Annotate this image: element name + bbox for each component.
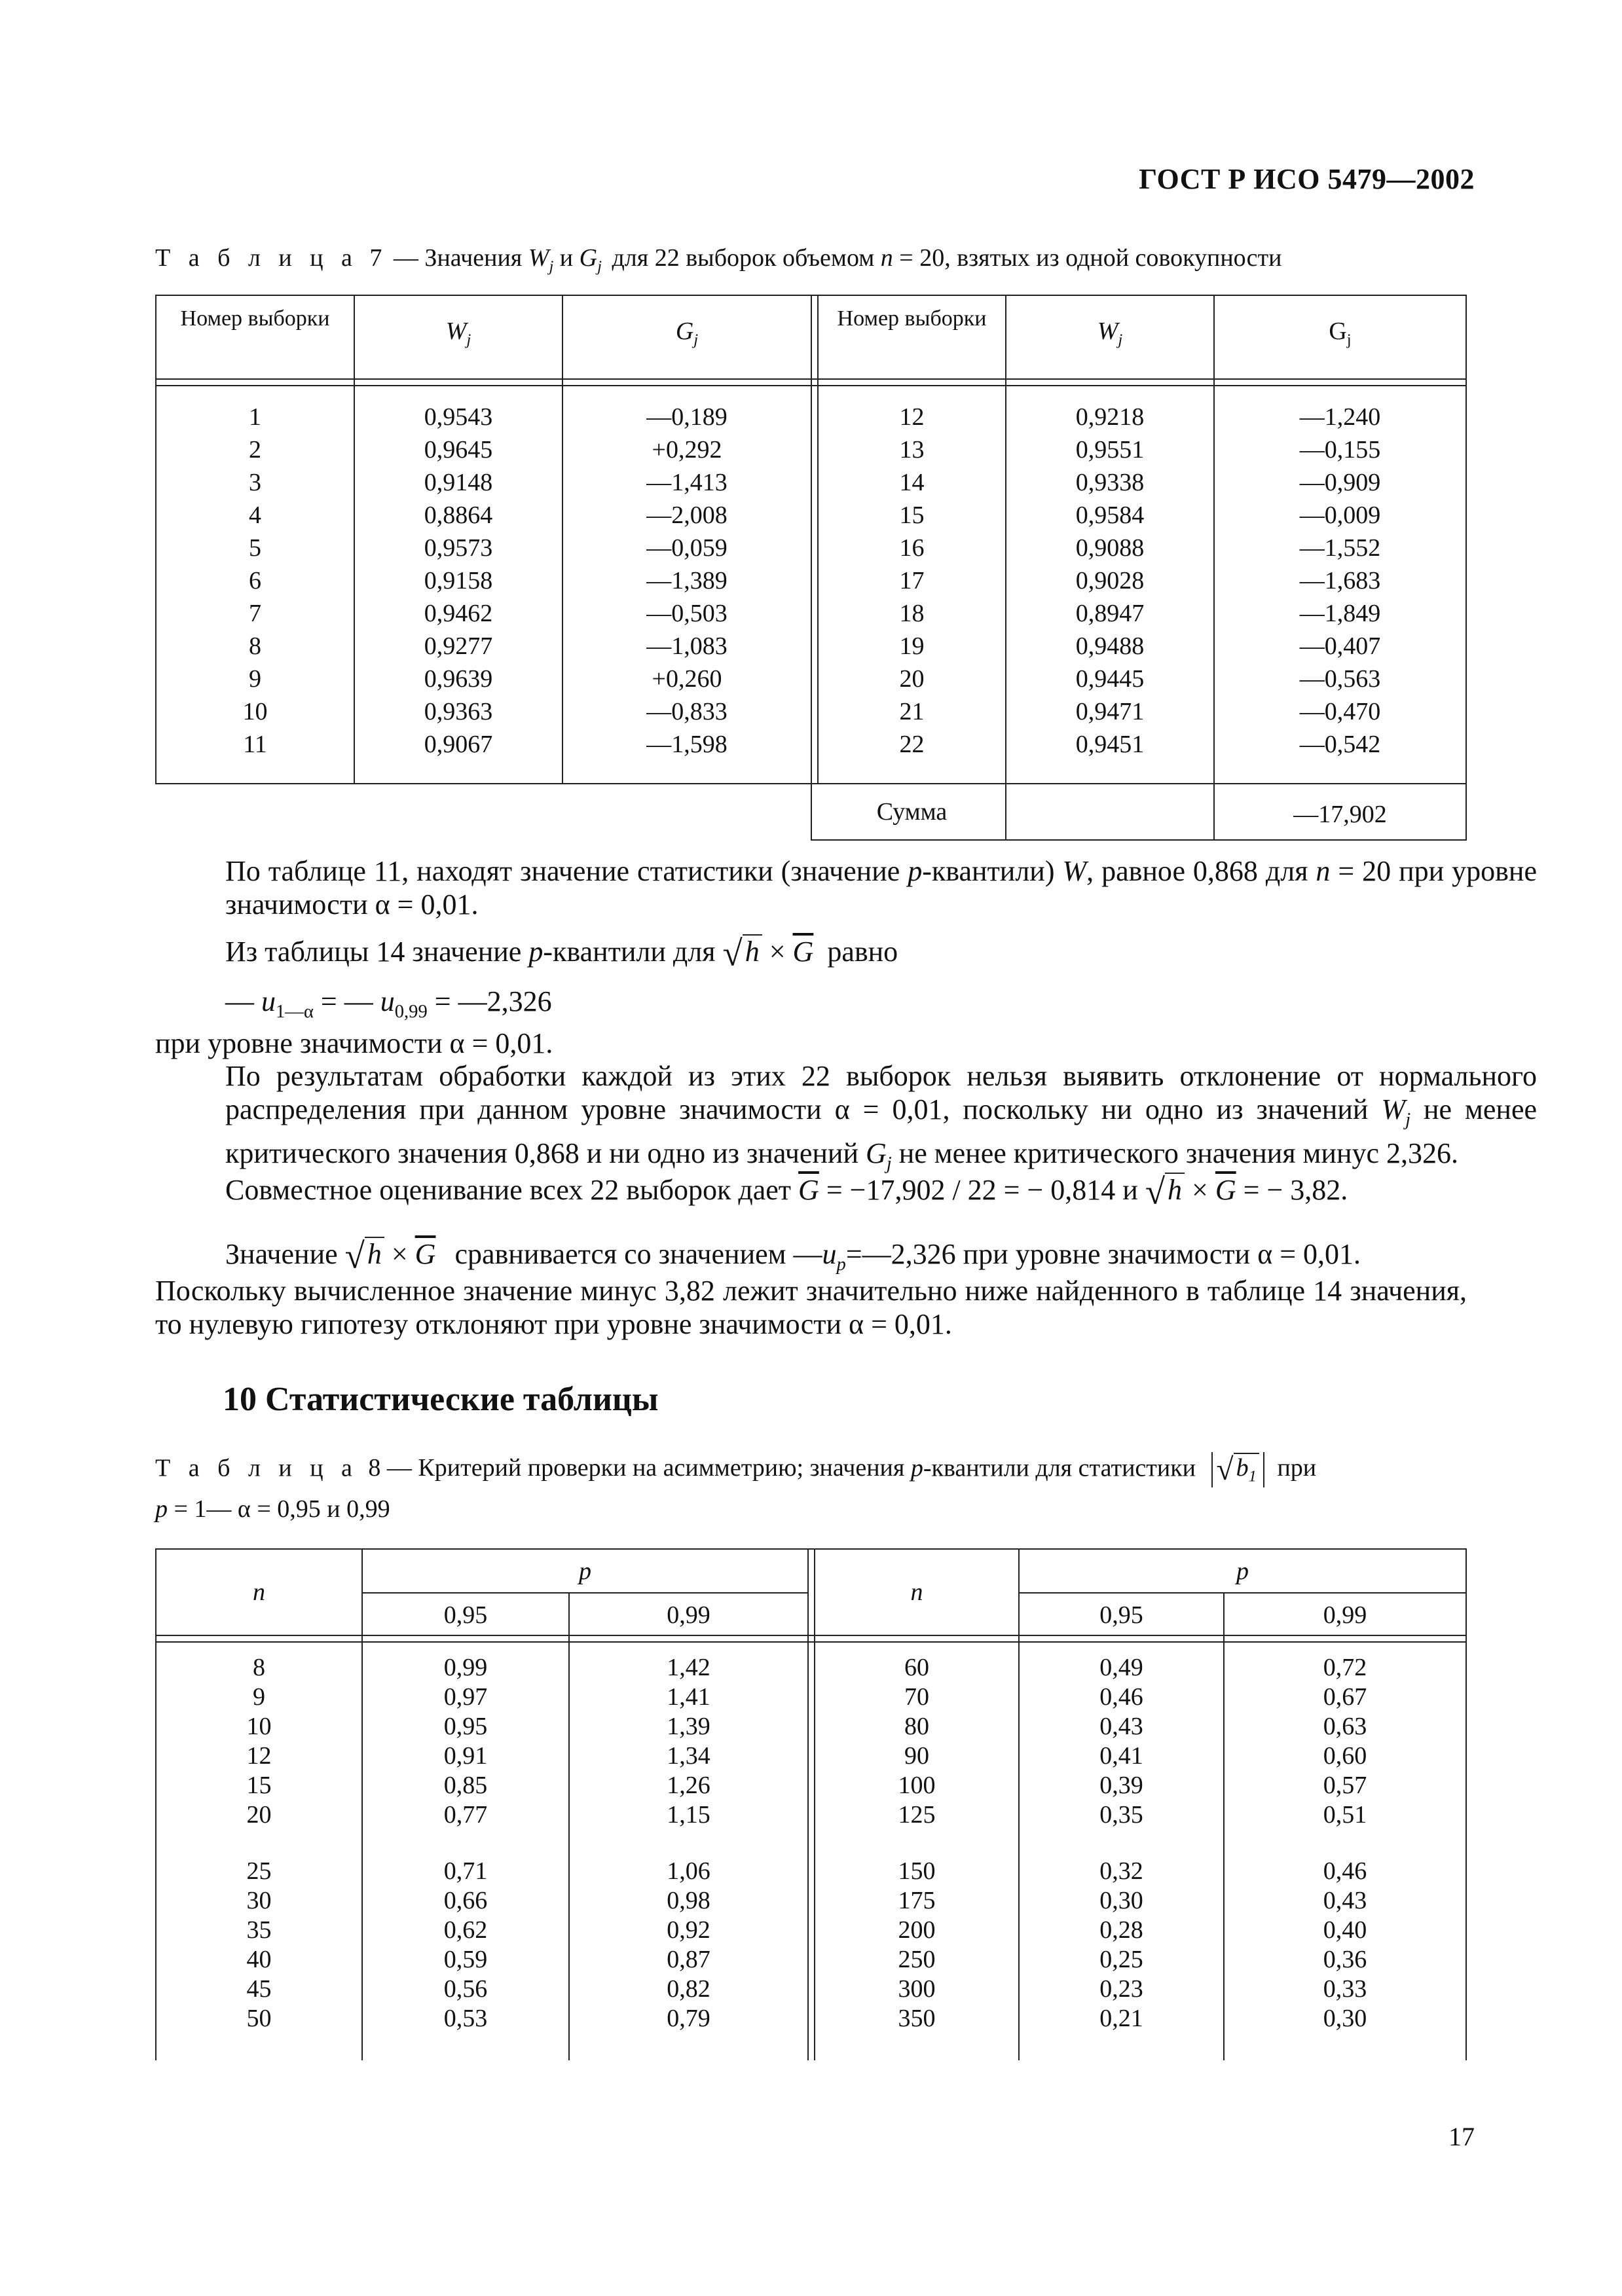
table7-header-g: $G_j$ (675, 318, 699, 349)
table7-header-w-2: $W_j$ (1097, 318, 1123, 349)
paragraph-6: Совместное оценивание всех 22 выборок дает $\overline{G} = -17,902 / 22$ = − 0,814 и $√h \times \overline{G}$ = − 3,82. (225, 1171, 1348, 1212)
table7-col-sample-right: 12 13 14 15 16 17 18 19 20 21 22 (899, 403, 925, 758)
table7-col-g-right: —1,240 —0,155 —0,909 —0,009 —1,552 —1,683 —1,849 —0,407 —0,563 —0,470 —0,542 (1299, 403, 1381, 758)
sqrt-h-g-expression-3: √h (345, 1237, 384, 1273)
paragraph-7: Значение $√h \times \overline{G}$ сравнивается со значением $—u_p=—2,326$ при уровне значимости α = 0,01. (225, 1235, 1361, 1276)
table8-caption-line2: p = 1— α = 0,95 и 0,99 (155, 1495, 390, 1523)
paragraph-2: Из таблицы 14 значение p-квантили для $√h \times \overline{G}$ равно (225, 933, 898, 974)
sqrt-h-g-expression-2: √h (1145, 1173, 1185, 1209)
table8-col-099-left-1: 1,42 1,41 1,39 1,34 1,26 1,15 (667, 1654, 710, 1829)
table8-col-n-left-1: 8 9 10 12 15 20 (246, 1654, 272, 1829)
paragraph-7-continuation: Поскольку вычисленное значение минус 3,82 лежит значительно ниже найденного в таблице 14 значения, то нулевую гипотезу отклоняют при уровне значимости α = 0,01. (155, 1275, 1467, 1340)
formula-u-quantile: — $u_{1—\alpha}$ = — $u_{0,99}$ = —2,326 (225, 985, 552, 1022)
table7-header-g-2: $G_j$ (1329, 318, 1352, 349)
table7-header-w: $W_j$ (445, 318, 471, 349)
table8-header-n: n (253, 1578, 265, 1606)
paragraph-1: По таблице 11, находят значение статистики (значение p-квантили) W, равное 0,868 для n = 20 при уровне значимости α = 0,01. (225, 855, 1537, 920)
table8-header-095: 0,95 (443, 1601, 488, 1629)
table7-header-sample-no-2: Номер выборки (837, 306, 987, 331)
table7-header-sample-no: Номер выборки (180, 306, 330, 331)
table8-col-099-right-2: 0,46 0,43 0,40 0,36 0,33 0,30 (1323, 1857, 1367, 2032)
table8-col-n-right-1: 60 70 80 90 100 125 (898, 1654, 936, 1829)
table7-sum-value: —17,902 (1293, 801, 1387, 828)
sqrt-h-g-expression: √h (723, 935, 762, 970)
table8-header-099: 0,99 (667, 1601, 710, 1629)
table8-col-095-left-2: 0,71 0,66 0,62 0,59 0,56 0,53 (443, 1857, 488, 2032)
table7-col-g-left: —0,189 +0,292 —1,413 —2,008 —0,059 —1,389 —0,503 —1,083 +0,260 —0,833 —1,598 (646, 403, 728, 758)
table8-header-p-2: p (1236, 1558, 1249, 1585)
table7-sum-label: Сумма (876, 798, 948, 826)
table8-col-095-right-1: 0,49 0,46 0,43 0,41 0,39 0,35 (1099, 1654, 1143, 1829)
table8-col-n-left-2: 25 30 35 40 45 50 (246, 1857, 272, 2032)
table8-col-099-left-2: 1,06 0,98 0,92 0,87 0,82 0,79 (667, 1857, 710, 2032)
table8-header-n-2: n (910, 1578, 923, 1606)
table7-col-w-left: 0,9543 0,9645 0,9148 0,8864 0,9573 0,9158 0,9462 0,9277 0,9639 0,9363 0,9067 (424, 403, 493, 758)
table7-caption: Т а б л и ц а 7 — Значения $W_j$ и $G_j$ для 22 выборок объемом n = 20, взятых из одной совокупности (155, 244, 1282, 276)
table8-header-099-2: 0,99 (1323, 1601, 1367, 1629)
paragraph-4: при уровне значимости α = 0,01. (155, 1027, 553, 1059)
abs-sqrt-b1: √ $b_1$ (1211, 1452, 1264, 1487)
table8-col-095-left-1: 0,99 0,97 0,95 0,91 0,85 0,77 (443, 1654, 488, 1829)
table8-col-099-right-1: 0,72 0,67 0,63 0,60 0,57 0,51 (1323, 1654, 1367, 1829)
paragraph-5: По результатам обработки каждой из этих 22 выборок нельзя выявить отклонение от нормального распределения при данном уровне значимости α = 0,01, поскольку ни одно из значений $W_j$ не менее критического значения 0,868 и ни одно из значений $G_j$ не менее критического значения минус 2,326. (225, 1060, 1538, 1174)
table7-col-sample-left: 1 2 3 4 5 6 7 8 9 10 11 (242, 403, 268, 758)
document-header: ГОСТ Р ИСО 5479—2002 (1139, 163, 1475, 195)
table8-col-n-right-2: 150 175 200 250 300 350 (898, 1857, 936, 2032)
table8-col-095-right-2: 0,32 0,30 0,28 0,25 0,23 0,21 (1099, 1857, 1143, 2032)
table8-caption: Т а б л и ц а 8 — Критерий проверки на асимметрию; значения p-квантили для статистики √ $b_1$ при (155, 1453, 1317, 1487)
table8-header-p: p (579, 1558, 591, 1585)
table7-col-w-right: 0,9218 0,9551 0,9338 0,9584 0,9088 0,9028 0,8947 0,9488 0,9445 0,9471 0,9451 (1075, 403, 1145, 758)
table8-header-095-2: 0,95 (1099, 1601, 1143, 1629)
section-title: 10 Статистические таблицы (223, 1381, 659, 1418)
page-number: 17 (1448, 2122, 1475, 2151)
